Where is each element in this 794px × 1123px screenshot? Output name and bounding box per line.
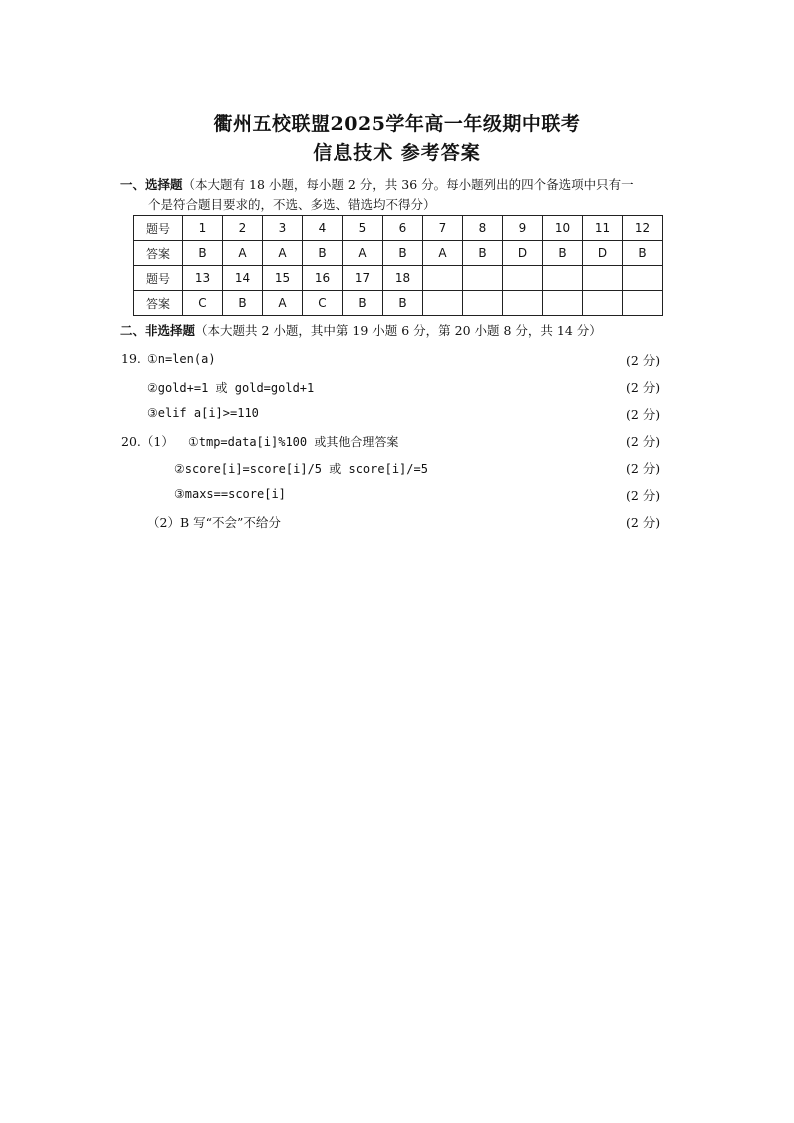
answer-cell: A [223,241,263,266]
answer-cell: B [223,291,263,316]
answer-cell: A [263,241,303,266]
points-label: (2 分) [626,515,661,530]
q19-answer-3: ③elif a[i]>=110 [147,406,259,420]
question-number: 18 [383,266,423,291]
question-number: 8 [463,216,503,241]
table-row [134,241,663,266]
document-title: 衢州五校联盟2025学年高一年级期中联考 [213,113,581,135]
q19-label: 19. [121,351,141,366]
answer-cell: B [303,241,343,266]
empty-cell [543,291,583,316]
question-number: 5 [343,216,383,241]
question-number: 7 [423,216,463,241]
empty-cell [463,291,503,316]
empty-cell [583,266,623,291]
q20-answer-1: ①tmp=data[i]%100 或其他合理答案 [188,435,399,449]
points-label: (2 分) [626,407,661,422]
q19-answer-2: ②gold+=1 或 gold=gold+1 [147,381,315,395]
empty-cell [623,291,663,316]
question-number: 4 [303,216,343,241]
empty-cell [423,266,463,291]
table-row [134,266,663,291]
question-number: 13 [183,266,223,291]
points-label: (2 分) [626,434,661,449]
empty-cell [423,291,463,316]
question-number: 3 [263,216,303,241]
question-number: 11 [583,216,623,241]
q20-answer-2: ②score[i]=score[i]/5 或 score[i]/=5 [174,462,428,476]
answer-cell: C [183,291,223,316]
row-label: 答案 [134,241,183,266]
row-label: 题号 [134,216,183,241]
question-number: 2 [223,216,263,241]
answer-cell: B [343,291,383,316]
q20-answer-3: ③maxs==score[i] [174,487,286,501]
document-subtitle: 信息技术 参考答案 [313,142,481,164]
answer-cell: B [623,241,663,266]
section2-heading: 二、非选择题 [120,323,196,338]
section1-header [120,176,680,194]
answer-cell: A [263,291,303,316]
section2-desc: （本大题共 2 小题，其中第 19 小题 6 分，第 20 小题 8 分，共 14 分） [195,323,602,338]
row-label: 题号 [134,266,183,291]
question-number: 16 [303,266,343,291]
answer-cell: B [183,241,223,266]
question-number: 17 [343,266,383,291]
empty-cell [623,266,663,291]
question-number: 12 [623,216,663,241]
answer-cell: D [503,241,543,266]
answer-cell: D [583,241,623,266]
question-number: 15 [263,266,303,291]
points-label: (2 分) [626,380,661,395]
answer-cell: B [383,291,423,316]
empty-cell [583,291,623,316]
section1-desc: （本大题有 18 小题，每小题 2 分，共 36 分。每小题列出的四个备选项中只有一 [182,177,634,192]
table-row [134,291,663,316]
empty-cell [543,266,583,291]
empty-cell [463,266,503,291]
points-label: (2 分) [626,353,661,368]
empty-cell [503,266,543,291]
question-number: 1 [183,216,223,241]
answer-cell: A [423,241,463,266]
answer-cell: B [383,241,423,266]
answer-cell: B [463,241,503,266]
empty-cell [503,291,543,316]
answer-cell: A [343,241,383,266]
q20-part2-answer: （2）B 写“不会”不给分 [147,515,281,530]
section2-header [120,322,680,340]
answer-cell: C [303,291,343,316]
points-label: (2 分) [626,461,661,476]
answer-table [133,215,663,316]
row-label: 答案 [134,291,183,316]
question-number: 9 [503,216,543,241]
section1-desc-cont: 个是符合题目要求的，不选、多选、错选均不得分） [148,197,436,212]
q19-answer-1: ①n=len(a) [147,352,216,366]
table-row [134,216,663,241]
answer-cell: B [543,241,583,266]
question-number: 14 [223,266,263,291]
section1-heading: 一、选择题 [120,177,183,192]
q20-label: 20.（1） [121,434,174,449]
question-number: 6 [383,216,423,241]
points-label: (2 分) [626,488,661,503]
question-number: 10 [543,216,583,241]
